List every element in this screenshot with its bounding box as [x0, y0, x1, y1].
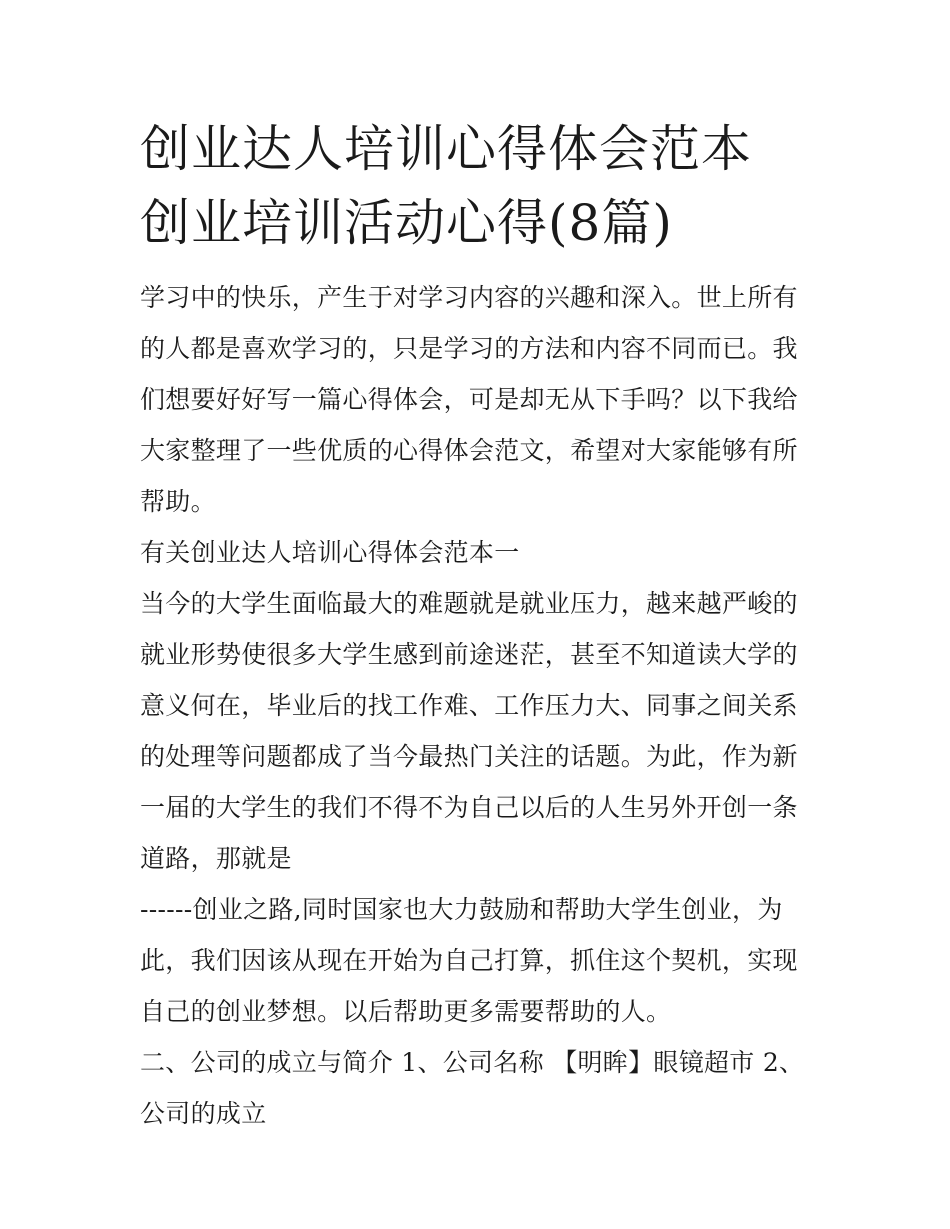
company-section-paragraph: 二、公司的成立与简介 1、公司名称 【明眸】眼镜超市 2、公司的成立 — [140, 1048, 805, 1128]
body-paragraph: 当今的大学生面临最大的难题就是就业压力，越来越严峻的就业形势使很多大学生感到前途迷茫，甚至不知道读大学的意义何在，毕业后的找工作难、工作压力大、同事之间关系的处理等问题都成了当今最热门关注的话题。为此，作为新一届的大学生的我们不得不为自己以后的人生另外开创一条道路，那就是 — [140, 589, 798, 873]
document-title: 创业达人培训心得体会范本 创业培训活动心得(8篇) — [140, 120, 752, 252]
document-body — [140, 272, 812, 1139]
intro-paragraph: 学习中的快乐，产生于对学习内容的兴趣和深入。世上所有的人都是喜欢学习的，只是学习的方法和内容不同而已。我们想要好好写一篇心得体会，可是却无从下手吗？以下我给大家整理了一些优质的心得体会范文，希望对大家能够有所帮助。 — [140, 283, 798, 516]
body-paragraph: ------创业之路,同时国家也大力鼓励和帮助大学生创业，为 — [140, 895, 783, 924]
document-page — [140, 112, 812, 1139]
section-heading: 有关创业达人培训心得体会范本一 — [140, 538, 520, 567]
body-paragraph: 此，我们因该从现在开始为自己打算，抓住这个契机，实现自己的创业梦想。以后帮助更多需要帮助的人。 — [140, 946, 798, 1026]
